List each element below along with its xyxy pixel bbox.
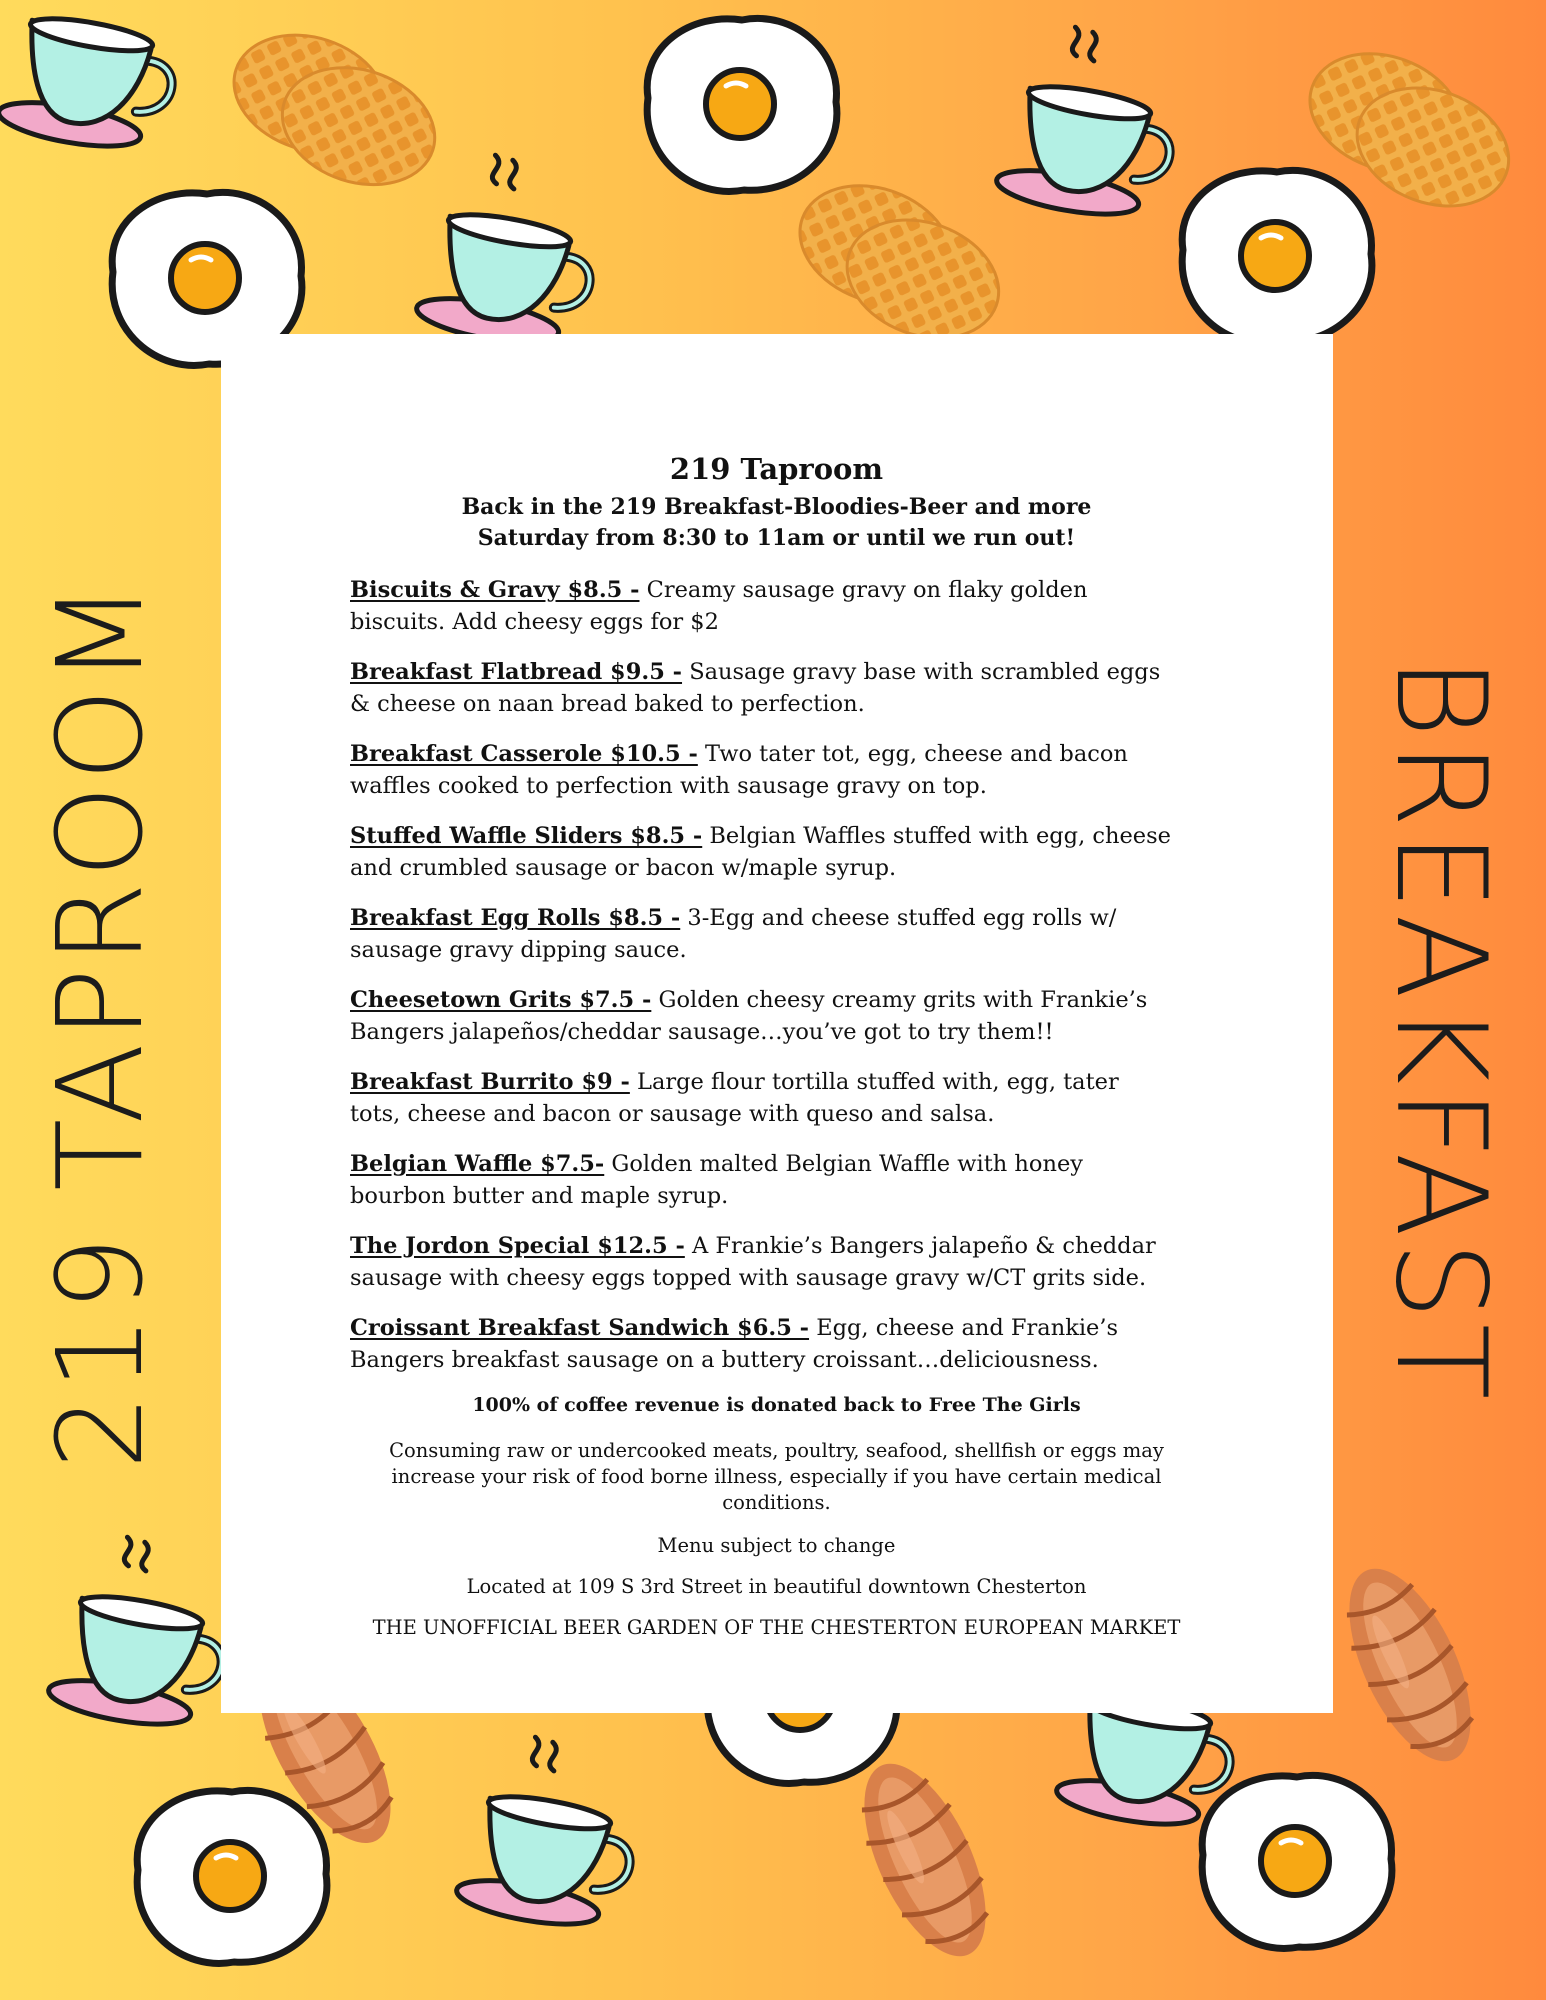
croissant-icon (1324, 1551, 1495, 1778)
item-description: Two tater tot, egg, cheese and bacon waffles cooked to perfection with sausage gravy on top. (350, 741, 1128, 799)
item-name: The Jordon Special $12.5 - (350, 1233, 685, 1259)
item-description: 3-Egg and cheese stuffed egg rolls w/ sausage gravy dipping sauce. (350, 905, 1117, 963)
waffle-icon (214, 16, 455, 203)
side-title-left: 219 TAPROOM (31, 578, 169, 1470)
item-description: Belgian Waffles stuffed with egg, cheese and crumbled sausage or bacon w/maple syrup. (350, 823, 1171, 881)
tagline: THE UNOFFICIAL BEER GARDEN OF THE CHESTERTON EUROPEAN MARKET (372, 1616, 1181, 1639)
item-name: Breakfast Flatbread $9.5 - (350, 659, 683, 685)
fried-egg-icon (1202, 1775, 1392, 1948)
item-name: Cheesetown Grits $7.5 - (350, 987, 652, 1013)
item-name: Stuffed Waffle Sliders $8.5 - (350, 823, 703, 849)
coffee-donation-note: 100% of coffee revenue is donated back to Free The Girls (472, 1394, 1081, 1416)
coffee-cup-icon (414, 146, 609, 354)
menu-item (350, 738, 1203, 802)
croissant-icon (839, 1746, 1010, 1973)
fried-egg-icon (1182, 170, 1372, 343)
coffee-cup-icon (0, 0, 190, 158)
menu-card (221, 334, 1333, 1713)
menu-change-note: Menu subject to change (657, 1534, 896, 1557)
item-description: Golden cheesy creamy grits with Frankie’s Bangers jalapeños/cheddar sausage…you’ve got to try them!! (350, 987, 1148, 1045)
item-description: Egg, cheese and Frankie’s Bangers breakfast sausage on a buttery croissant…deliciousness. (350, 1315, 1119, 1373)
menu-item (350, 1066, 1203, 1130)
item-description: Creamy sausage gravy on flaky golden biscuits. Add cheesy eggs for $2 (350, 577, 1088, 635)
menu-item (350, 820, 1203, 884)
item-description: Golden malted Belgian Waffle with honey bourbon butter and maple syrup. (350, 1151, 1083, 1209)
item-description: Large flour tortilla stuffed with, egg, tater tots, cheese and bacon or sausage with queso and salsa. (350, 1069, 1119, 1127)
menu-item (350, 1312, 1203, 1376)
item-description: A Frankie’s Bangers jalapeño & cheddar sausage with cheesy eggs topped with sausage gravy w/CT grits side. (350, 1233, 1156, 1291)
item-name: Croissant Breakfast Sandwich $6.5 - (350, 1315, 810, 1341)
location-note: Located at 109 S 3rd Street in beautiful downtown Chesterton (466, 1575, 1087, 1598)
item-name: Breakfast Burrito $9 - (350, 1069, 630, 1095)
menu-item (350, 574, 1203, 638)
item-name: Breakfast Egg Rolls $8.5 - (350, 905, 681, 931)
menu-subtitle-line2: Saturday from 8:30 to 11am or until we run out! (477, 525, 1076, 551)
coffee-cup-icon (994, 18, 1189, 226)
item-name: Breakfast Casserole $10.5 - (350, 741, 698, 767)
menu-item (350, 656, 1203, 720)
item-description: Sausage gravy base with scrambled eggs & cheese on naan bread baked to perfection. (350, 659, 1161, 717)
menu-title: 219 Taproom (669, 452, 884, 486)
menu-item (350, 902, 1203, 966)
menu-item (350, 984, 1203, 1048)
item-name: Biscuits & Gravy $8.5 - (350, 577, 640, 603)
menu-item (350, 1148, 1203, 1212)
item-name: Belgian Waffle $7.5- (350, 1151, 605, 1177)
menu-subtitle-line1: Back in the 219 Breakfast-Bloodies-Beer and more (461, 494, 1092, 520)
food-safety-disclaimer: Consuming raw or undercooked meats, poultry, seafood, shellfish or eggs may increase your risk of food borne illness, especially if you have certain medical conditions. (389, 1439, 1164, 1514)
menu-item (350, 1230, 1203, 1294)
coffee-cup-icon (46, 1528, 241, 1736)
side-title-right: BREAKFAST (1368, 656, 1512, 1404)
waffle-icon (778, 165, 1021, 358)
coffee-cup-icon (454, 1728, 649, 1936)
fried-egg-icon (137, 1790, 327, 1963)
fried-egg-icon (647, 18, 837, 191)
menu-item-list (350, 574, 1203, 1376)
